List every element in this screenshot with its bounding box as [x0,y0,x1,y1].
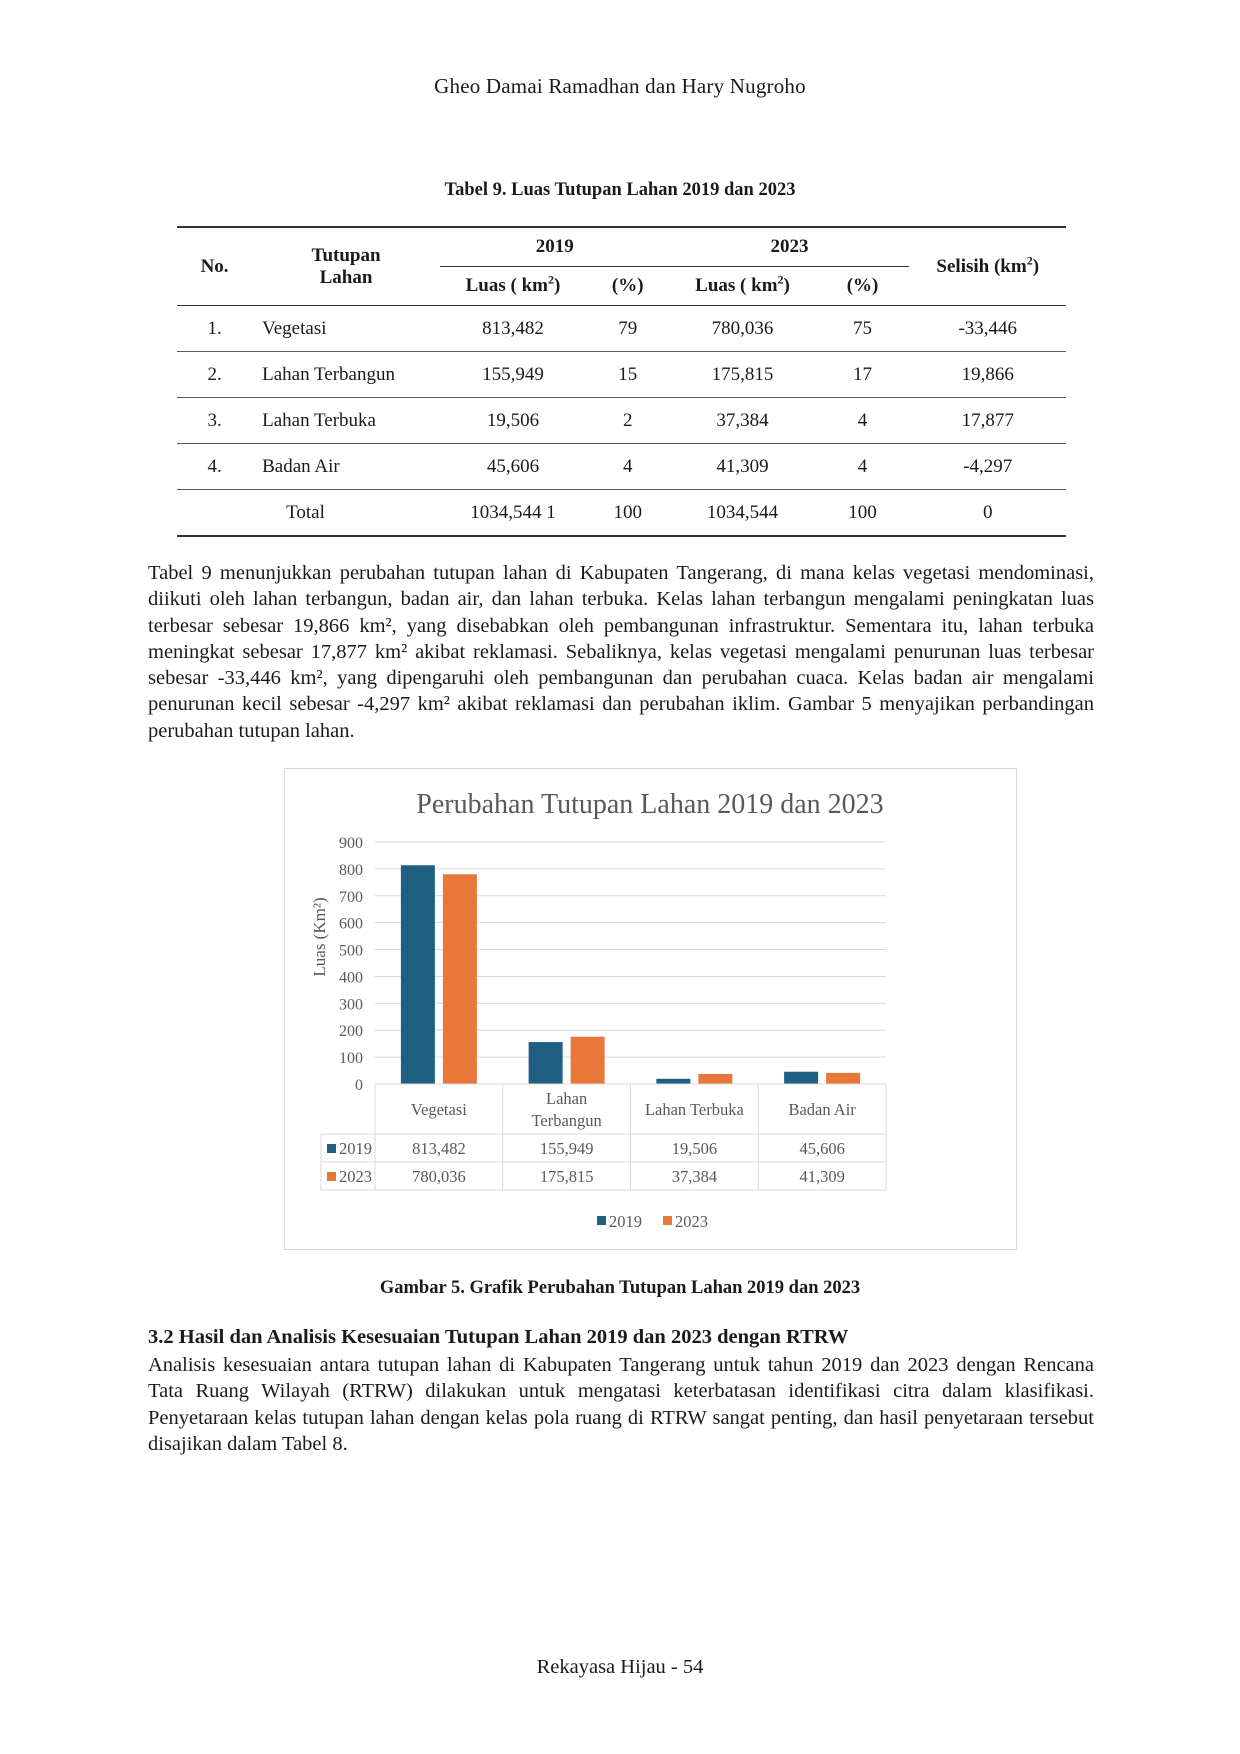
legend-key-2019 [327,1144,336,1153]
header-pct-2023: (%) [816,267,910,306]
row-pct-2019: 4 [586,444,669,490]
table-total-row [177,490,1066,537]
row-diff: 17,877 [909,398,1066,444]
total-label: Total [252,490,440,537]
bar-2023-2 [698,1074,732,1084]
row-pct-2023: 4 [816,398,910,444]
row-pct-2019: 15 [586,352,669,398]
series-label: 2023 [339,1167,372,1186]
table-row [177,398,1066,444]
row-pct-2019: 2 [586,398,669,444]
y-ticks [339,835,363,1094]
data-label: 155,949 [539,1139,594,1158]
total-diff: 0 [909,490,1066,537]
chart-data-table [321,1084,886,1190]
header-cover-label: Tutupan Lahan [311,244,381,288]
total-spacer [177,490,252,537]
legend-swatch [663,1216,672,1225]
row-area-2019: 19,506 [440,398,586,444]
bar-2019-2 [656,1079,690,1084]
category-label: Vegetasi [410,1100,467,1119]
paragraph-table-discussion: Tabel 9 menunjukkan perubahan tutupan lahan di Kabupaten Tangerang, di mana kelas vegetasi mendominasi, diikuti oleh lahan terbangun, badan air, dan lahan terbuka. Kelas lahan terbangun mengalami peningkatan luas terbesar sebesar 19,866 km², yang disebabkan oleh pembangunan infrastruktur. Sementara itu, lahan terbuka meningkat sebesar 17,877 km² akibat reklamasi. Sebaliknya, kelas vegetasi mengalami penurunan luas terbesar sebesar -33,446 km², yang dipengaruhi oleh pembangunan dan perubahan cuaca. Kelas badan air mengalami penurunan kecil sebesar -4,297 km² akibat reklamasi dan perubahan iklim. Gambar 5 menyajikan perbandingan perubahan tutupan lahan. [148,562,1094,742]
header-diff-label: Selisih (km [936,255,1027,277]
y-tick-label: 0 [355,1077,363,1094]
bars [401,865,860,1084]
chart-title: Perubahan Tutupan Lahan 2019 dan 2023 [416,789,884,820]
chart-frame [284,768,1017,1250]
header-diff-sup: 2 [1026,253,1033,268]
data-label: 45,606 [799,1139,845,1158]
land-cover-table [177,226,1066,537]
page-footer: Rekayasa Hijau - 54 [536,1656,704,1678]
y-tick-label: 800 [339,861,363,879]
bar-2023-3 [826,1073,860,1084]
header-area-2019 [440,267,586,306]
total-area-2023: 1034,544 [669,490,815,537]
header-area-2019-close: ) [553,275,561,296]
header-pct-2019: (%) [586,267,669,306]
row-no: 3. [177,398,252,444]
row-area-2019: 45,606 [440,444,586,490]
header-area-2019-sup: 2 [547,272,554,287]
data-label: 41,309 [799,1167,845,1186]
y-tick-label: 200 [339,1023,363,1041]
y-tick-label: 400 [339,969,363,987]
data-label: 813,482 [412,1139,466,1158]
category-label: Badan Air [788,1100,856,1119]
y-tick-label: 900 [339,835,363,852]
row-no: 2. [177,352,252,398]
row-name: Badan Air [252,444,440,490]
legend-label: 2023 [675,1212,708,1231]
y-tick-label: 500 [339,942,363,960]
row-name: Lahan Terbangun [252,352,440,398]
total-area-2019: 1034,544 1 [440,490,586,537]
row-name: Lahan Terbuka [252,398,440,444]
row-area-2023: 37,384 [669,398,815,444]
header-area-2023-close: ) [783,275,790,296]
chart-y-axis-label: Luas (Km²) [310,897,329,977]
legend-key-2023 [327,1172,336,1181]
bar-2019-0 [401,865,435,1084]
total-pct-2023: 100 [816,490,910,537]
legend-swatch [597,1216,606,1225]
row-area-2023: 41,309 [669,444,815,490]
bar-2023-1 [571,1037,605,1084]
table-caption: Tabel 9. Luas Tutupan Lahan 2019 dan 2023 [444,180,796,200]
row-area-2019: 155,949 [440,352,586,398]
paragraph-section: Analisis kesesuaian antara tutupan lahan di Kabupaten Tangerang untuk tahun 2019 dan 2023 dengan Rencana Tata Ruang Wilayah (RTRW) dilakukan untuk mengatasi keterbatasan identifikasi citra dalam klasifikasi. Penyetaraan kelas tutupan lahan dengan kelas pola ruang di RTRW sangat penting, dan hasil penyetaraan tersebut disajikan dalam Tabel 8. [148,1354,1094,1455]
data-label: 780,036 [412,1167,466,1186]
header-area-2023 [669,267,815,306]
bar-2023-0 [443,874,477,1084]
row-name: Vegetasi [252,306,440,352]
header-diff [909,227,1066,306]
table-row [177,306,1066,352]
category-label: Lahan Terbangun [531,1089,602,1130]
total-pct-2019: 100 [586,490,669,537]
header-year-2023: 2023 [669,227,909,267]
data-label: 37,384 [671,1167,718,1186]
bar-2019-3 [784,1072,818,1084]
legend-label: 2019 [609,1212,642,1231]
y-tick-label: 300 [339,996,363,1014]
table-row [177,352,1066,398]
row-no: 4. [177,444,252,490]
header-no: No. [177,227,252,306]
row-diff: -4,297 [909,444,1066,490]
y-tick-label: 700 [339,888,363,906]
series-label: 2019 [339,1139,372,1158]
category-label: Lahan Terbuka [644,1100,744,1119]
land-cover-chart [285,769,1016,1249]
row-pct-2019: 79 [586,306,669,352]
row-diff: 19,866 [909,352,1066,398]
row-no: 1. [177,306,252,352]
section-heading: 3.2 Hasil dan Analisis Kesesuaian Tutupan Lahan 2019 dan 2023 dengan RTRW [148,1326,849,1348]
header-area-2019-label: Luas ( km [465,275,548,296]
header-year-2019: 2019 [440,227,670,267]
y-tick-label: 100 [339,1050,363,1068]
row-area-2023: 175,815 [669,352,815,398]
row-diff: -33,446 [909,306,1066,352]
row-pct-2023: 4 [816,444,910,490]
header-area-2023-sup: 2 [777,272,784,287]
row-area-2019: 813,482 [440,306,586,352]
table-row [177,444,1066,490]
row-area-2023: 780,036 [669,306,815,352]
row-pct-2023: 75 [816,306,910,352]
running-header: Gheo Damai Ramadhan dan Hary Nugroho [434,74,806,98]
chart-legend [597,1212,708,1231]
figure-caption: Gambar 5. Grafik Perubahan Tutupan Lahan 2019 dan 2023 [379,1278,861,1298]
y-tick-label: 600 [339,915,363,933]
data-label: 175,815 [539,1167,594,1186]
row-pct-2023: 17 [816,352,910,398]
data-label: 19,506 [671,1139,718,1158]
header-diff-close: ) [1032,255,1040,277]
bar-2019-1 [529,1042,563,1084]
header-cover [252,227,440,306]
header-area-2023-label: Luas ( km [695,275,778,296]
